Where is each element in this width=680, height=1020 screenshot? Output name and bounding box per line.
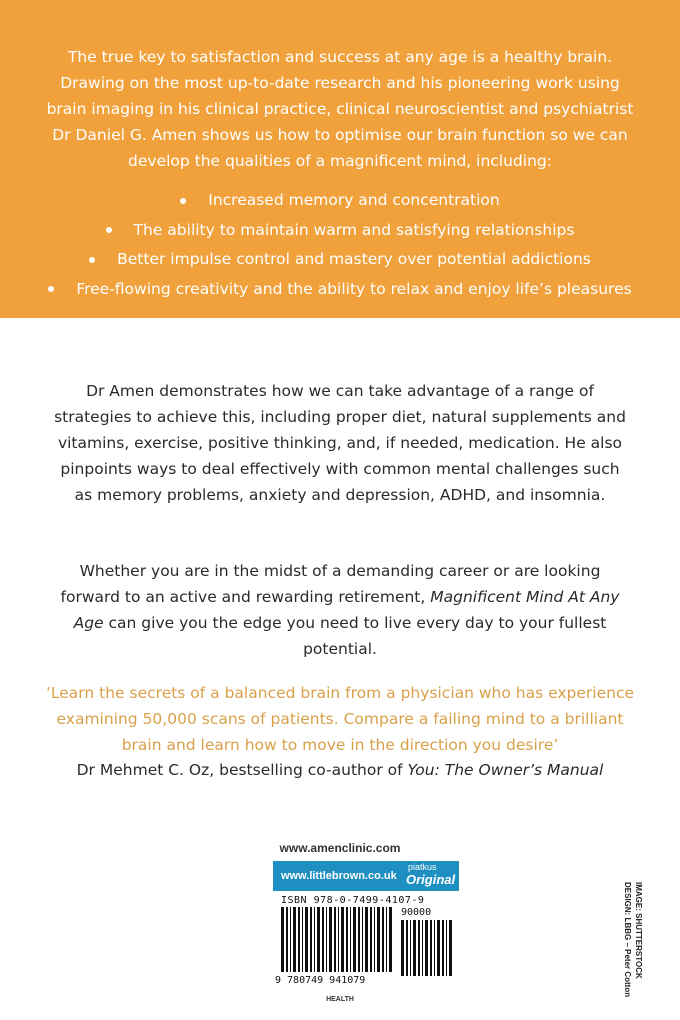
barcode-bar	[410, 920, 411, 976]
cover-credits	[618, 882, 644, 1000]
bullet-dot-icon	[180, 198, 186, 204]
outcome-text-start: Whether you are in the midst of a demanding career or are looking forward to an active and rewarding retirement,	[60, 562, 601, 606]
barcode-bar	[329, 907, 332, 972]
barcode-bar	[322, 907, 324, 972]
barcode-bar	[293, 907, 296, 972]
barcode-bar	[437, 920, 440, 976]
barcode-block	[273, 893, 459, 988]
barcode-bar	[326, 907, 327, 972]
barcode-bar	[290, 907, 291, 972]
ean-number: 9 780749 941079	[275, 975, 366, 986]
barcode-bar	[422, 920, 423, 976]
barcode-bar	[374, 907, 375, 972]
barcode-bar	[362, 907, 363, 972]
barcode-bar	[298, 907, 300, 972]
bullet-text: Free-flowing creativity and the ability to relax and enjoy life’s pleasures	[76, 279, 632, 298]
publisher-brand: piatkus	[408, 862, 437, 872]
publisher-url: www.littlebrown.co.uk	[281, 870, 397, 882]
barcode-bar	[314, 907, 315, 972]
barcode-bar	[353, 907, 356, 972]
bullet-item	[30, 245, 650, 275]
barcode-bar	[430, 920, 432, 976]
category-label: HEALTH	[326, 996, 354, 1003]
isbn-text: ISBN 978-0-7499-4107-9	[281, 895, 425, 906]
barcode-bar	[386, 907, 387, 972]
barcode-bar	[446, 920, 447, 976]
barcode-bar	[401, 920, 404, 976]
bullet-dot-icon	[89, 257, 95, 263]
barcode-bar	[310, 907, 312, 972]
bullet-item	[30, 216, 650, 246]
design-credit: DESIGN: LBBG – Peter Cotton	[623, 882, 632, 998]
barcode-bar	[418, 920, 420, 976]
image-credit: IMAGE: SHUTTERSTOCK	[634, 882, 643, 979]
price-barcode-icon	[401, 920, 453, 976]
bullet-text: Increased memory and concentration	[208, 191, 500, 209]
endorsement-quote: ‘Learn the secrets of a balanced brain from a physician who has experience examining 50,000 scans of patients. Compare a failing mind to a brilliant brain and learn how to move in the direction you desire’	[45, 684, 635, 754]
barcode-bar	[425, 920, 428, 976]
barcode-bar	[341, 907, 344, 972]
barcode-bar	[305, 907, 308, 972]
description-paragraph: Dr Amen demonstrates how we can take advantage of a range of strategies to achieve this, including proper diet, natural supplements and vitamins, exercise, positive thinking, and, if needed, medication. He also pinpoints ways to deal effectively with common mental challenges such as memory problems, anxiety and depression, ADHD, and insomnia.	[54, 382, 626, 504]
book-title: Magnificent Mind At Any Age	[73, 588, 620, 632]
publisher-imprint: Original	[406, 872, 456, 887]
bullet-dot-icon	[106, 227, 112, 233]
publisher-box	[273, 861, 459, 891]
barcode-bar	[377, 907, 380, 972]
quote-attribution	[40, 757, 640, 783]
barcode-bar	[413, 920, 416, 976]
barcode-icon	[281, 907, 395, 972]
barcode-bar	[286, 907, 288, 972]
price-code: 90000	[401, 907, 432, 918]
barcode-bar	[389, 907, 392, 972]
intro-text: The true key to satisfaction and success at any age is a healthy brain. Drawing on the most up-to-date research and his pioneering work using brain imaging in his clinical practice, clinical neuroscientist and psychiatrist Dr Daniel G. Amen shows us how to optimise our brain function so we can develop the qualities of a magnificent mind, including:	[46, 48, 634, 170]
barcode-bar	[442, 920, 444, 976]
barcode-bar	[346, 907, 348, 972]
barcode-bar	[370, 907, 372, 972]
barcode-bar	[350, 907, 351, 972]
barcode-bar	[434, 920, 435, 976]
clinic-website: www.amenclinic.com	[279, 841, 401, 855]
attribution-book: You: The Owner’s Manual	[407, 761, 604, 779]
barcode-bar	[358, 907, 360, 972]
bullet-text: Better impulse control and mastery over potential addictions	[117, 250, 591, 268]
barcode-bar	[449, 920, 452, 976]
bullet-item	[30, 186, 650, 216]
bullet-item	[30, 275, 650, 305]
outcome-paragraph	[50, 558, 630, 662]
bullet-text: The ability to maintain warm and satisfying relationships	[133, 220, 575, 239]
barcode-bar	[338, 907, 339, 972]
barcode-bar	[302, 907, 303, 972]
barcode-bar	[281, 907, 284, 972]
barcode-bar	[334, 907, 336, 972]
attribution-author: Dr Mehmet C. Oz, bestselling co-author of	[76, 761, 408, 779]
barcode-bar	[317, 907, 320, 972]
bullet-dot-icon	[48, 286, 54, 292]
outcome-text-end: can give you the edge you need to live every day to your fullest potential.	[103, 614, 607, 658]
barcode-bar	[406, 920, 408, 976]
bullet-list	[30, 186, 650, 304]
barcode-bar	[382, 907, 384, 972]
barcode-bar	[365, 907, 368, 972]
